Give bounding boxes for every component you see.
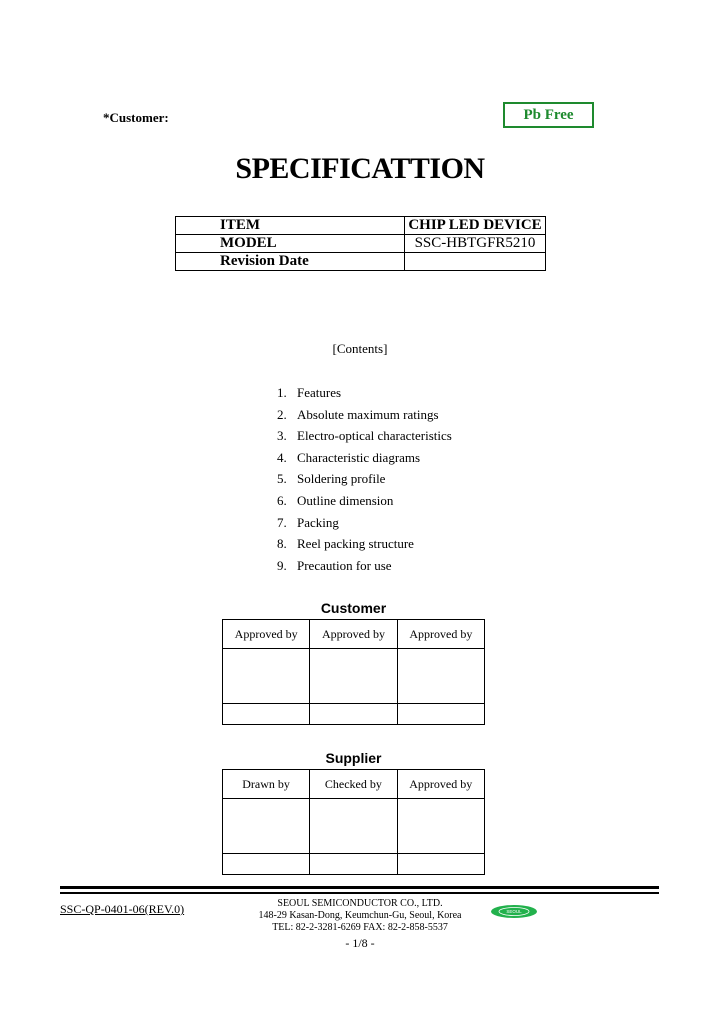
- item-number: 3.: [277, 428, 287, 444]
- signature-row: [223, 649, 485, 704]
- footer-rule-thick: [60, 886, 659, 889]
- item-label: Packing: [297, 514, 339, 530]
- item-number: 6.: [277, 492, 287, 508]
- logo-text: SEOUL: [506, 909, 522, 915]
- footer-rule-thin: [60, 892, 659, 894]
- item-number: 9.: [277, 557, 287, 573]
- item-label: Precaution for use: [297, 557, 392, 573]
- item-number: 8.: [277, 536, 287, 552]
- spec-row-revision-date: [176, 253, 546, 271]
- spec-value: SSC-HBTGFR5210: [405, 235, 546, 253]
- table-header-row: [223, 620, 485, 649]
- item-label: Outline dimension: [297, 492, 394, 508]
- company-address: 148-29 Kasan-Dong, Keumchun-Gu, Seoul, Korea: [258, 910, 462, 921]
- signature-cell: [397, 799, 484, 854]
- list-item: [277, 555, 452, 577]
- list-item: [277, 404, 452, 426]
- column-header: Drawn by: [223, 770, 310, 799]
- spec-row-item: [176, 217, 546, 235]
- signature-cell: [310, 649, 397, 704]
- signature-cell: [223, 649, 310, 704]
- date-cell: [223, 704, 310, 725]
- list-item: [277, 447, 452, 469]
- item-label: Features: [297, 385, 342, 400]
- signature-row: [223, 799, 485, 854]
- item-number: 5.: [277, 471, 287, 487]
- signature-cell: [397, 649, 484, 704]
- contents-title: [Contents]: [332, 341, 388, 356]
- date-cell: [397, 854, 484, 875]
- column-header: Approved by: [397, 620, 484, 649]
- signature-cell: [310, 799, 397, 854]
- item-number: 4.: [277, 449, 287, 465]
- item-label: Soldering profile: [297, 471, 386, 487]
- item-label: Reel packing structure: [297, 536, 414, 552]
- contents-list: [277, 382, 452, 576]
- signature-cell: [223, 799, 310, 854]
- column-header: Approved by: [223, 620, 310, 649]
- document-title: SPECIFICATTION: [235, 152, 485, 185]
- spec-row-model: [176, 235, 546, 253]
- item-number: 2.: [277, 406, 287, 422]
- item-label: Characteristic diagrams: [297, 449, 421, 465]
- date-row: [223, 704, 485, 725]
- date-row: [223, 854, 485, 875]
- customer-approval-table: [222, 619, 485, 725]
- spec-key: MODEL: [176, 235, 405, 253]
- company-info: [200, 898, 520, 934]
- customer-label: *Customer:: [103, 110, 169, 125]
- page-number: - 1/8 -: [345, 936, 375, 950]
- list-item: [277, 382, 452, 404]
- item-label: Absolute maximum ratings: [297, 406, 439, 422]
- spec-key: Revision Date: [176, 253, 405, 271]
- document-number: SSC-QP-0401-06(REV.0): [60, 902, 185, 916]
- column-header: Approved by: [397, 770, 484, 799]
- supplier-section-title: Supplier: [325, 750, 382, 766]
- list-item: [277, 425, 452, 447]
- company-contact: TEL: 82-2-3281-6269 FAX: 82-2-858-5537: [272, 922, 448, 933]
- table-header-row: [223, 770, 485, 799]
- list-item: [277, 512, 452, 534]
- date-cell: [223, 854, 310, 875]
- list-item: [277, 533, 452, 555]
- item-label: Electro-optical characteristics: [297, 428, 452, 444]
- company-name: SEOUL SEMICONDUCTOR CO., LTD.: [277, 898, 443, 909]
- supplier-approval-table: [222, 769, 485, 875]
- customer-section-title: Customer: [320, 600, 387, 616]
- spec-value: [405, 253, 546, 271]
- spec-key: ITEM: [176, 217, 405, 235]
- item-number: 1.: [277, 385, 287, 400]
- date-cell: [310, 704, 397, 725]
- date-cell: [397, 704, 484, 725]
- pb-free-badge: Pb Free: [503, 102, 594, 128]
- item-number: 7.: [277, 514, 287, 530]
- column-header: Approved by: [310, 620, 397, 649]
- list-item: [277, 490, 452, 512]
- column-header: Checked by: [310, 770, 397, 799]
- spec-table: [175, 216, 546, 271]
- date-cell: [310, 854, 397, 875]
- company-logo: [490, 904, 538, 919]
- spec-value: CHIP LED DEVICE: [405, 217, 546, 235]
- list-item: [277, 468, 452, 490]
